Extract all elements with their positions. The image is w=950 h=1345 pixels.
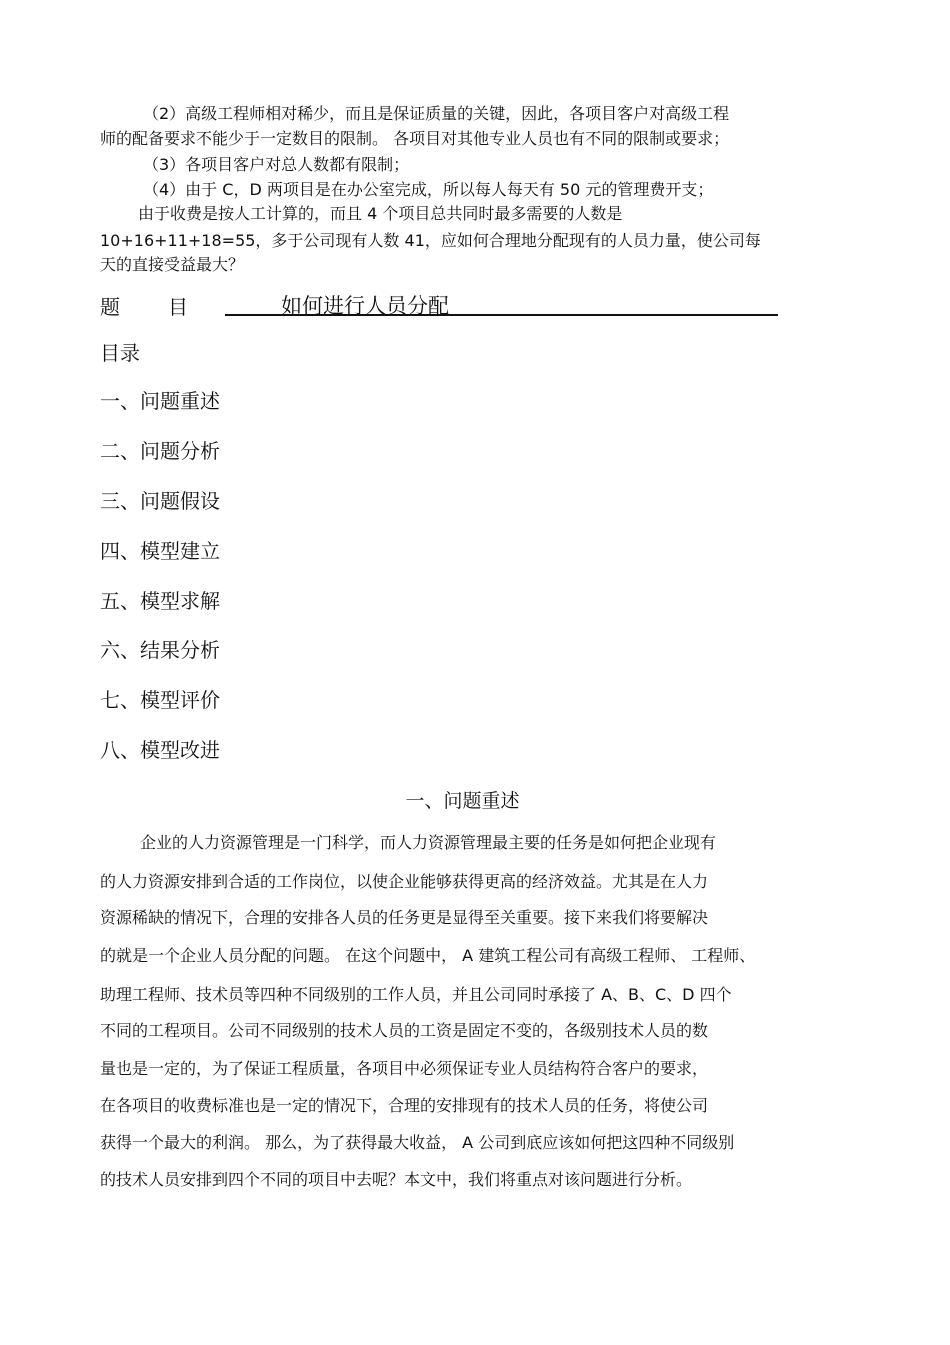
toc-item: 五、模型求解 — [100, 589, 220, 613]
body-line: 获得一个最大的利润。 那么，为了获得最大收益， A 公司到底应该如何把这四种不同级别 — [100, 1133, 735, 1152]
section-1-title: 一、问题重述 — [405, 790, 520, 812]
toc-item: 八、模型改进 — [100, 738, 220, 762]
title-value: 如何进行人员分配 — [281, 294, 449, 318]
body-line: 的就是一个企业人员分配的问题。 在这个问题中， A 建筑工程公司有高级工程师、 工程师、 — [100, 946, 756, 965]
title-underline — [225, 288, 778, 316]
toc-item: 三、问题假设 — [100, 489, 220, 513]
toc-item: 二、问题分析 — [100, 439, 220, 463]
body-line: 助理工程师、技术员等四种不同级别的工作人员，并且公司同时承接了 A、B、C、D 四个 — [100, 985, 732, 1004]
body-line: 不同的工程项目。公司不同级别的技术人员的工资是固定不变的，各级别技术人员的数 — [100, 1021, 709, 1040]
toc-item: 七、模型评价 — [100, 688, 220, 712]
toc-item: 四、模型建立 — [100, 539, 220, 563]
title-label-1: 题 — [100, 295, 120, 319]
intro-line-4: （4）由于 C，D 两项目是在办公室完成，所以每人每天有 50 元的管理费开支； — [143, 180, 714, 199]
toc-item: 一、问题重述 — [100, 389, 220, 413]
body-line: 的技术人员安排到四个不同的项目中去呢？本文中，我们将重点对该问题进行分析。 — [100, 1170, 693, 1189]
body-line: 企业的人力资源管理是一门科学，而人力资源管理最主要的任务是如何把企业现有 — [140, 833, 717, 852]
title-label-2: 目 — [168, 295, 188, 319]
toc-heading: 目录 — [100, 341, 140, 365]
intro-line-6: 10+16+11+18=55，多于公司现有人数 41，应如何合理地分配现有的人员力量，使公司每 — [100, 231, 761, 250]
title-field — [100, 288, 780, 318]
intro-line-7: 天的直接受益最大？ — [100, 255, 245, 274]
body-line: 在各项目的收费标准也是一定的情况下，合理的安排现有的技术人员的任务，将使公司 — [100, 1096, 709, 1115]
body-line: 资源稀缺的情况下，合理的安排各人员的任务更是显得至关重要。接下来我们将要解决 — [100, 908, 709, 927]
intro-line-3: （3）各项目客户对总人数都有限制； — [143, 155, 410, 174]
toc-item: 六、结果分析 — [100, 638, 220, 662]
body-line: 量也是一定的，为了保证工程质量，各项目中必须保证专业人员结构符合客户的要求， — [100, 1059, 709, 1078]
intro-line-2: 师的配备要求不能少于一定数目的限制。 各项目对其他专业人员也有不同的限制或要求； — [100, 129, 730, 148]
intro-line-1: （2）高级工程师相对稀少，而且是保证质量的关键，因此，各项目客户对高级工程 — [143, 104, 730, 123]
intro-line-5: 由于收费是按人工计算的，而且 4 个项目总共同时最多需要的人数是 — [138, 204, 623, 223]
body-line: 的人力资源安排到合适的工作岗位，以使企业能够获得更高的经济效益。尤其是在人力 — [100, 872, 709, 891]
